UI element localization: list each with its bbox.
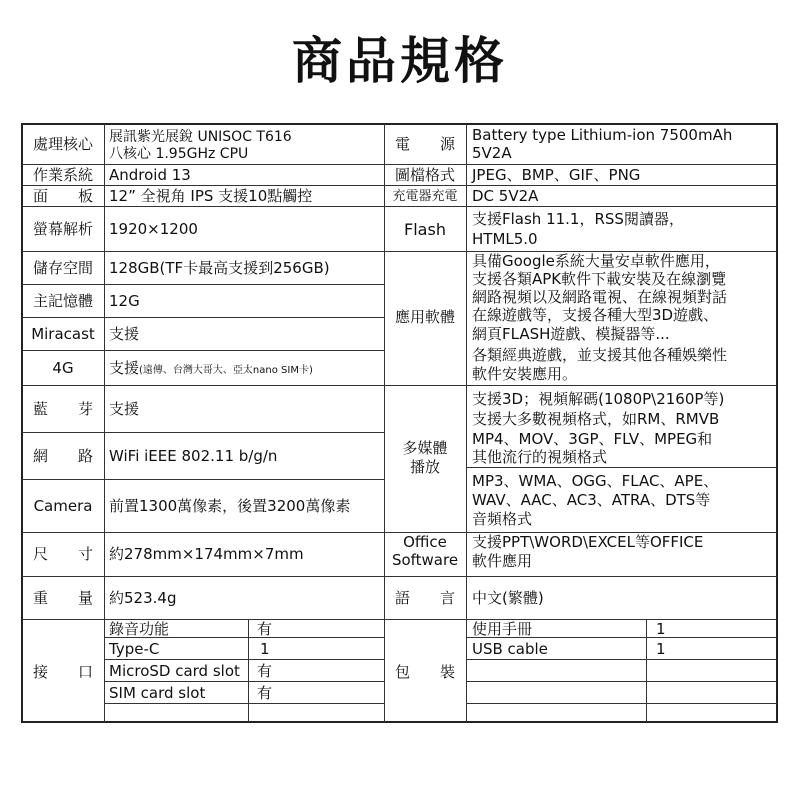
page-title: 商品規格 bbox=[292, 32, 508, 90]
package-divider bbox=[466, 703, 777, 704]
camera-label: Camera bbox=[33, 497, 93, 515]
miracast-label: Miracast bbox=[31, 325, 95, 343]
col-divider bbox=[104, 124, 105, 722]
miracast-value: 支援 bbox=[109, 325, 140, 343]
row-divider bbox=[22, 251, 384, 252]
weight-value: 約523.4g bbox=[109, 589, 177, 607]
port-name: SIM card slot bbox=[109, 684, 206, 702]
port-divider bbox=[104, 681, 384, 682]
panel-label: 面 板 bbox=[32, 187, 93, 205]
network-label: 網 路 bbox=[32, 447, 93, 465]
processor-value-line: 展訊紫光展銳 UNISOC T616 bbox=[109, 129, 292, 145]
center-divider bbox=[384, 124, 385, 722]
office-label-line: Software bbox=[391, 551, 459, 569]
size-label: 尺 寸 bbox=[32, 545, 93, 563]
resolution-value: 1920×1200 bbox=[109, 220, 198, 238]
apps-value-line: 網路視頻以及網路電視、在線視頻對話 bbox=[472, 288, 728, 306]
row-divider bbox=[384, 619, 777, 620]
package-divider bbox=[466, 659, 777, 660]
os-value: Android 13 bbox=[109, 166, 191, 184]
storage-value: 128GB(TF卡最高支援到256GB) bbox=[109, 259, 330, 277]
row-divider bbox=[22, 619, 384, 620]
flash-value-line: HTML5.0 bbox=[472, 230, 538, 248]
package-item-qty: 1 bbox=[656, 620, 666, 638]
row-divider bbox=[22, 317, 384, 318]
port-divider bbox=[104, 659, 384, 660]
language-label: 語 言 bbox=[394, 589, 455, 607]
port-value: 1 bbox=[260, 640, 270, 658]
camera-value: 前置1300萬像素，後置3200萬像素 bbox=[109, 497, 351, 515]
row-divider bbox=[22, 432, 384, 433]
office-label-line: Office bbox=[403, 533, 447, 551]
col-divider bbox=[646, 619, 647, 722]
row-divider bbox=[22, 185, 384, 186]
row-divider bbox=[22, 284, 384, 285]
row-divider bbox=[22, 164, 384, 165]
audio-value-line: 音頻格式 bbox=[472, 510, 533, 528]
media-label-line: 多媒體 bbox=[402, 439, 448, 457]
port-name: Type-C bbox=[109, 640, 160, 658]
row-divider bbox=[22, 479, 384, 480]
processor-value-line: 八核心 1.95GHz CPU bbox=[109, 146, 249, 162]
storage-label: 儲存空間 bbox=[32, 259, 93, 277]
video-value-line: 支援3D；視頻解碼(1080P\2160P等) bbox=[472, 390, 725, 408]
office-value-line: 軟件應用 bbox=[472, 552, 533, 570]
memory-label: 主記憶體 bbox=[32, 292, 93, 310]
row-divider bbox=[22, 206, 384, 207]
apps-value-line: 具備Google系統大量安卓軟件應用， bbox=[472, 252, 720, 270]
row-divider bbox=[22, 385, 384, 386]
row-divider bbox=[22, 350, 384, 351]
audio-value-line: MP3、WMA、OGG、FLAC、APE、 bbox=[472, 472, 719, 490]
4g-label: 4G bbox=[52, 359, 74, 377]
4g-value bbox=[109, 359, 313, 380]
port-name: MicroSD card slot bbox=[109, 662, 240, 680]
media-label-line: 播放 bbox=[409, 458, 440, 476]
bluetooth-value: 支援 bbox=[109, 400, 140, 418]
row-divider bbox=[384, 206, 777, 207]
col-divider bbox=[248, 619, 249, 722]
port-label: 接 口 bbox=[32, 663, 93, 681]
resolution-label: 螢幕解析 bbox=[32, 220, 93, 238]
size-value: 約278mm×174mm×7mm bbox=[109, 545, 304, 563]
os-label: 作業系統 bbox=[32, 166, 93, 184]
package-item-qty: 1 bbox=[656, 640, 666, 658]
flash-value-line: 支援Flash 11.1，RSS閱讀器， bbox=[472, 210, 684, 228]
package-divider bbox=[466, 681, 777, 682]
flash-label: Flash bbox=[404, 220, 446, 239]
apps-value-line: 各類經典遊戲，並支援其他各種娛樂性 bbox=[472, 346, 728, 364]
4g-carriers-note: (遠傳、台灣大哥大、亞太nano SIM卡) bbox=[139, 365, 313, 376]
image-format-value: JPEG、BMP、GIF、PNG bbox=[472, 166, 641, 184]
panel-value: 12” 全視角 IPS 支援10點觸控 bbox=[109, 187, 313, 205]
port-value: 有 bbox=[257, 684, 273, 702]
power-label: 電 源 bbox=[394, 135, 455, 153]
row-divider bbox=[384, 185, 777, 186]
row-divider bbox=[384, 164, 777, 165]
video-value-line: 其他流行的視頻格式 bbox=[472, 448, 608, 466]
4g-support: 支援 bbox=[109, 359, 140, 377]
weight-label: 重 量 bbox=[32, 589, 93, 607]
processor-label: 處理核心 bbox=[32, 135, 93, 153]
apps-label: 應用軟體 bbox=[394, 308, 455, 326]
row-divider bbox=[22, 576, 384, 577]
audio-value-line: WAV、AAC、AC3、ATRA、DTS等 bbox=[472, 491, 711, 509]
bluetooth-label: 藍 芽 bbox=[32, 400, 93, 418]
package-label: 包 裝 bbox=[394, 663, 455, 681]
row-divider bbox=[384, 385, 777, 386]
port-value: 有 bbox=[257, 662, 273, 680]
row-divider bbox=[384, 576, 777, 577]
apps-value-line: 軟件安裝應用。 bbox=[472, 365, 578, 383]
video-value-line: MP4、MOV、3GP、FLV、MPEG和 bbox=[472, 430, 713, 448]
port-divider bbox=[104, 703, 384, 704]
port-name: 錄音功能 bbox=[109, 620, 170, 638]
power-value-line: Battery type Lithium-ion 7500mAh bbox=[472, 126, 733, 144]
image-format-label: 圖檔格式 bbox=[394, 166, 455, 184]
language-value: 中文(繁體) bbox=[472, 589, 544, 607]
apps-value-line: 在線遊戲等，支援各種大型3D遊戲、 bbox=[472, 306, 719, 324]
video-value-line: 支援大多數視頻格式，如RM、RMVB bbox=[472, 410, 720, 428]
memory-value: 12G bbox=[109, 292, 140, 310]
apps-value-line: 網頁FLASH遊戲、模擬器等... bbox=[472, 325, 670, 343]
col-divider bbox=[466, 124, 467, 722]
package-item-name: USB cable bbox=[472, 640, 548, 658]
apps-value-line: 支援各類APK軟件下載安裝及在線瀏覽 bbox=[472, 270, 727, 288]
package-item-name: 使用手冊 bbox=[472, 620, 533, 638]
port-value: 有 bbox=[257, 620, 273, 638]
charger-value: DC 5V2A bbox=[472, 187, 539, 205]
network-value: WiFi iEEE 802.11 b/g/n bbox=[109, 447, 278, 465]
media-divider bbox=[466, 467, 777, 468]
charger-label: 充電器充電 bbox=[392, 189, 458, 204]
row-divider bbox=[22, 532, 384, 533]
power-value-line: 5V2A bbox=[472, 144, 512, 162]
office-value-line: 支援PPT\WORD\EXCEL等OFFICE bbox=[472, 533, 704, 551]
